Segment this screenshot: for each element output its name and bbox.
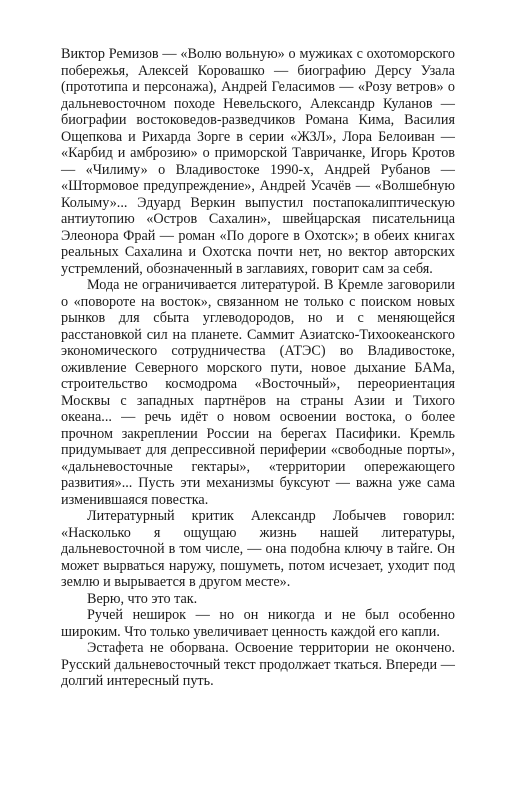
paragraph-authors-list: Виктор Ремизов — «Волю вольную» о мужиках с охотоморского побережья, Алексей Коровашко — биографию Дерсу Узала (прототипа и персонажа), Андрей Геласимов — «Розу ветров» о дальневосточном походе Невельского, Александр Куланов — биографии востоковедов-разведчиков Романа Кима, Василия Ощепкова и Рихарда Зорге в серии «ЖЗЛ», Лора Белоиван — «Карбид и амброзию» о приморской Тавричанке, Игорь Кротов — «Чилиму» о Владивостоке 1990-х, Андрей Рубанов — «Штормовое предупреждение», Андрей Усачёв — «Волшебную Колыму»... Эдуард Веркин выпустил постапокалиптическую антиутопию «Остров Сахалин», швейцарская писательница Элеонора Фрай — роман «По дороге в Охотск»; в обеих книгах реальных Сахалина и Охотска почти нет, но вектор авторских устремлений, обозначенный в заглавиях, говорит сам за себя. <box>61 46 455 277</box>
document-page <box>61 46 455 690</box>
paragraph-believe: Верю, что это так. <box>87 590 198 607</box>
paragraph-stream: Ручей неширок — но он никогда и не был особенно широким. Что только увеличивает ценность каждой его капли. <box>61 607 455 640</box>
paragraph-fashion-politics: Мода не ограничивается литературой. В Кремле заговорили о «повороте на восток», связанном не только с поиском новых рынков для сбыта углеводородов, но и с меняющейся расстановкой сил на планете. Саммит Азиатско-Тихоокеанского экономического сотрудничества (АТЭС) во Владивостоке, оживление Северного морского пути, новое дыхание БАМа, строительство космодрома «Восточный», переориентация Москвы с западных партнёров на страны Азии и Тихого океана... — речь идёт о новом освоении востока, о более прочном закреплении России на берегах Пасифики. Кремль придумывает для депрессивной периферии «свободные порты», «дальневосточные гектары», «территории опережающего развития»... Пусть эти механизмы буксуют — важна уже сама изменившаяся повестка. <box>61 277 455 508</box>
paragraph-lobychev-quote: Литературный критик Александр Лобычев говорил: «Насколько я ощущаю жизнь нашей литературы, дальневосточной в том числе, — она подобна ключу в тайге. Он может вырваться наружу, пошуметь, потом исчезает, уходит под землю и вырывается в другом месте». <box>61 508 455 590</box>
paragraph-relay: Эстафета не оборвана. Освоение территории не окончено. Русский дальневосточный текст продолжает ткаться. Впереди — долгий интересный путь. <box>61 640 455 689</box>
